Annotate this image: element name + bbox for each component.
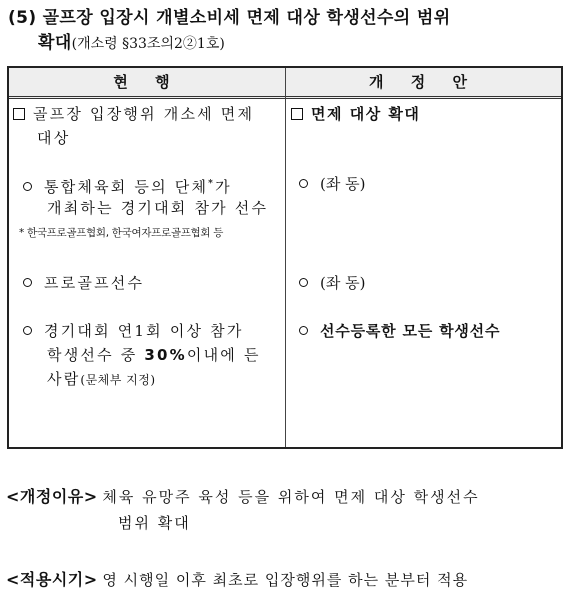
current-item-1-cont: 대상 [37, 129, 71, 147]
bullet-circle-icon [23, 326, 32, 335]
bullet-circle-icon [299, 278, 308, 287]
revision-reason [6, 484, 566, 536]
effective-period-line [6, 567, 566, 593]
effective-period-text: 영 시행일 이후 최초로 입장행위를 하는 분부터 적용 [102, 571, 469, 589]
checkbox-square-icon [13, 108, 25, 120]
revision-reason-line-1 [6, 484, 566, 510]
checkbox-square-icon [291, 108, 303, 120]
comparison-table [7, 66, 563, 449]
title-line-1 [8, 6, 564, 31]
column-divider [285, 68, 286, 447]
revision-reason-label: <개정이유> [6, 487, 98, 506]
section-title [8, 6, 564, 57]
revised-item-3: (좌 동) [299, 271, 567, 295]
title-line-2 [8, 31, 564, 57]
revision-reason-line-2: 범위 확대 [118, 514, 191, 532]
title-text-2: 확대 [38, 33, 72, 53]
effective-period-label: <적용시기> [6, 570, 98, 589]
current-item-4-cont: 학생선수 중 30%이내에 든 [47, 346, 261, 364]
section-number: (5) [8, 8, 37, 28]
revised-item-2: (좌 동) [299, 172, 567, 196]
effective-period [6, 567, 566, 593]
current-item-4-cont-2: 사람(문체부 지정) [47, 370, 156, 388]
bullet-circle-icon [23, 182, 32, 191]
bullet-circle-icon [299, 326, 308, 335]
bullet-circle-icon [299, 179, 308, 188]
current-item-3: 프로골프선수 [23, 271, 293, 295]
revised-item-1: 면제 대상 확대 [291, 102, 559, 126]
current-item-4: 경기대회 연1회 이상 참가 [23, 319, 293, 343]
bullet-circle-icon [23, 278, 32, 287]
header-revised: 개 정 안 [369, 73, 478, 91]
title-legal-ref: (개소령 §33조의2②1호) [71, 36, 225, 52]
current-item-2: 통합체육회 등의 단체*가 [23, 172, 293, 199]
header-current: 현 행 [113, 73, 181, 91]
current-footnote: * 한국프로골프협회, 한국여자프로골프협회 등 [19, 227, 224, 239]
current-item-2-cont: 개최하는 경기대회 참가 선수 [47, 199, 269, 217]
current-item-1: 골프장 입장행위 개소세 면제 [13, 102, 283, 126]
title-text-1: 골프장 입장시 개별소비세 면제 대상 학생선수의 범위 [42, 8, 451, 28]
revision-reason-text: 체육 유망주 육성 등을 위하여 면제 대상 학생선수 [102, 488, 480, 506]
revised-item-4: 선수등록한 모든 학생선수 [299, 319, 567, 343]
